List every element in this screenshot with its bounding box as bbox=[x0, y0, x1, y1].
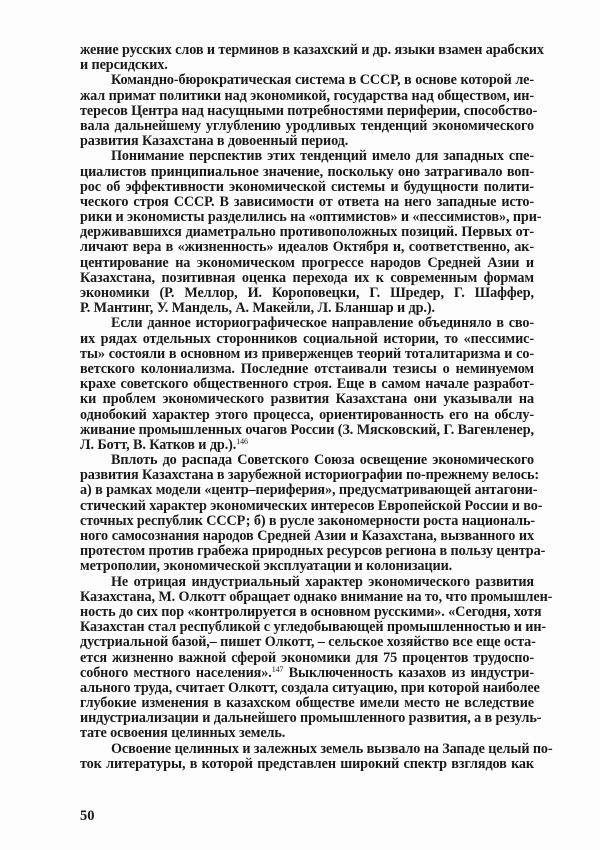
line-text: ток литературы, в которой представлен широкий спектр взглядов как bbox=[80, 755, 534, 772]
line-text: центирование на экономическом прогрессе народов Средней Азии и bbox=[80, 254, 534, 271]
text-line bbox=[80, 73, 534, 88]
text-line bbox=[80, 635, 534, 650]
line-text: ты» состояли в основном из приверженцев теорий тоталитаризма и со- bbox=[80, 345, 534, 362]
line-text: метрополии, экономической эксплуатации и колонизации. bbox=[80, 558, 453, 575]
text-line bbox=[80, 180, 534, 195]
line-text: тате освоения целинных земель. bbox=[80, 725, 286, 742]
text-line bbox=[80, 149, 534, 164]
line-text: ального труда, считает Олкотт, создала ситуацию, при которой наиболее bbox=[80, 679, 540, 696]
paragraph bbox=[80, 42, 544, 74]
line-text: ветского колониализма. Последние отстаивали тезисы о неминуемом bbox=[80, 360, 534, 377]
line-text: крахе советского общественного строя. Еще в самом начале разработ- bbox=[80, 376, 534, 393]
line-text: Не отрицая индустриальный характер экономического развития bbox=[111, 573, 534, 590]
text-line bbox=[80, 651, 534, 666]
paragraph bbox=[80, 148, 542, 317]
line-text: Казахстан стал республикой с угледобывающей промышленностью и ин- bbox=[80, 619, 547, 636]
line-text: Л. Ботт, В. Катков и др.). bbox=[80, 436, 237, 453]
text-line bbox=[80, 726, 534, 741]
footnote-ref: 146 bbox=[236, 436, 248, 446]
text-line bbox=[80, 134, 534, 149]
text-line bbox=[80, 710, 542, 727]
body-text bbox=[80, 42, 553, 772]
text-line bbox=[80, 559, 534, 574]
text-line bbox=[80, 757, 534, 772]
text-line bbox=[80, 438, 534, 453]
line-text: развития Казахстана в довоенный период. bbox=[80, 133, 349, 150]
text-line bbox=[80, 195, 534, 210]
text-line bbox=[80, 347, 534, 362]
text-line bbox=[80, 240, 534, 255]
line-text: Выключенность казахов из индустри- bbox=[283, 664, 534, 681]
text-line bbox=[80, 256, 534, 271]
paragraph bbox=[80, 573, 553, 742]
line-text: индустриализации и дальнейшего промышленного развития, а в резуль- bbox=[80, 710, 542, 727]
line-text: стический характер экономических интересов Европейской России и во- bbox=[80, 497, 543, 514]
line-text: их рядах отдельных сторонников социальной истории, то «пессимис- bbox=[80, 330, 534, 347]
text-line bbox=[80, 58, 534, 73]
text-line bbox=[80, 696, 534, 711]
line-text: собного местного населения». bbox=[80, 664, 272, 681]
text-line bbox=[80, 543, 546, 560]
text-line bbox=[80, 286, 534, 301]
line-text: ность до сих пор «контролируется в основном русскими». «Сегодня, хотя bbox=[80, 603, 542, 620]
text-line bbox=[80, 575, 534, 590]
line-text: Командно-бюрократическая система в СССР, в основе которой ле- bbox=[111, 72, 534, 89]
line-text: экономики (Р. Меллор, И. Короповецки, Г. Шредер, Г. Шаффер, bbox=[80, 285, 534, 301]
text-line bbox=[80, 119, 534, 134]
text-line bbox=[80, 209, 542, 226]
line-text: личают вера в «жизненность» идеалов Октября и, соответственно, ак- bbox=[80, 239, 534, 256]
line-text: однобокий характер этого процесса, ориентированность его на обслу- bbox=[80, 406, 534, 423]
text-line bbox=[80, 679, 540, 696]
paragraph bbox=[80, 740, 553, 772]
text-line bbox=[80, 514, 534, 529]
text-line bbox=[80, 497, 543, 514]
text-line bbox=[80, 740, 553, 757]
text-line bbox=[80, 301, 534, 316]
text-line bbox=[80, 453, 534, 468]
footnote-ref: 147 bbox=[271, 664, 284, 674]
paragraph bbox=[80, 72, 538, 150]
line-text: ного самосознания народов Средней Азии и Казахстана, вызванного их bbox=[80, 528, 534, 544]
text-line bbox=[80, 271, 534, 286]
line-text: дустриальной базой,– пишет Олкотт, – сельское хозяйство все еще оста- bbox=[80, 634, 536, 651]
text-line bbox=[80, 362, 534, 377]
text-line bbox=[80, 165, 534, 180]
text-line bbox=[80, 332, 534, 347]
line-text: Казахстана, позитивная оценка перехода их к современным формам bbox=[80, 269, 534, 286]
text-line bbox=[80, 666, 534, 681]
paragraph bbox=[80, 452, 546, 575]
line-text: рики и экономисты разделились на «оптимистов» и «пессимистов», при- bbox=[80, 209, 542, 226]
line-text: ки проблем экономического развития Казахстана они указывали на bbox=[80, 391, 534, 408]
line-text: Если данное историографическое направление объединяло в сво- bbox=[111, 315, 534, 332]
text-line bbox=[80, 603, 542, 620]
line-text: Казахстана, М. Олкотт обращает однако внимание на то, что промышлен- bbox=[80, 588, 553, 605]
line-text: а) в рамках модели «центр–периферия», предусматривающей антагони- bbox=[80, 482, 538, 499]
text-line bbox=[80, 588, 553, 605]
line-text: вала дальнейшему углублению уродливых тенденций экономического bbox=[80, 117, 534, 134]
line-text: сточных республик СССР; б) в русле закономерности роста националь- bbox=[80, 512, 536, 529]
text-line bbox=[80, 467, 540, 484]
line-text: Освоение целинных и залежных земель вызвало на Западе целый по- bbox=[111, 740, 553, 757]
text-line bbox=[80, 529, 534, 544]
text-line bbox=[80, 225, 534, 240]
text-line bbox=[80, 482, 538, 499]
line-text: ется жизненно важной сферой экономики для 75 процентов трудоспо- bbox=[80, 649, 534, 666]
line-text: жение русских слов и терминов в казахский и др. языки взамен арабских bbox=[80, 42, 544, 58]
page-number: 50 bbox=[80, 808, 95, 824]
line-text: циалистов принципиальное значение, поскольку оно затрагивало воп- bbox=[80, 163, 534, 180]
line-text: развития Казахстана в зарубежной историографии по-прежнему велось: bbox=[80, 467, 540, 484]
line-text: держивавшихся диаметрально противоположных позиций. Первых от- bbox=[80, 224, 534, 241]
text-line bbox=[80, 619, 547, 636]
text-line bbox=[80, 377, 534, 392]
text-line bbox=[80, 42, 544, 58]
line-text: и персидских. bbox=[80, 57, 168, 74]
line-text: жал примат политики над экономикой, государства над обществом, ин- bbox=[80, 87, 534, 104]
text-line bbox=[80, 89, 534, 104]
text-line bbox=[80, 316, 534, 331]
line-text: живание промышленных очагов России (З. Мясковский, Г. Вагенленер, bbox=[80, 421, 534, 438]
line-text: тересов Центра над насущными потребностями периферии, способство- bbox=[80, 102, 538, 119]
text-line bbox=[80, 392, 534, 407]
line-text: ческого строя СССР. В зависимости от ответа на него западные исто- bbox=[80, 193, 534, 210]
line-text: Понимание перспектив этих тенденций имело для западных спе- bbox=[111, 148, 534, 165]
line-text: Вплоть до распада Советского Союза освещение экономического bbox=[111, 452, 534, 469]
line-text: Р. Мантинг, У. Мандель, А. Макейли, Л. Бланшар и др.). bbox=[80, 300, 435, 317]
line-text: рос об эффективности экономической системы и будущности полити- bbox=[80, 178, 534, 195]
text-line bbox=[80, 102, 538, 119]
paragraph bbox=[80, 316, 534, 453]
line-text: глубокие изменения в казахском обществе имели место не вследствие bbox=[80, 695, 534, 712]
text-line bbox=[80, 423, 534, 438]
text-line bbox=[80, 408, 534, 423]
line-text: протестом против грабежа природных ресурсов региона в пользу центра- bbox=[80, 543, 546, 560]
